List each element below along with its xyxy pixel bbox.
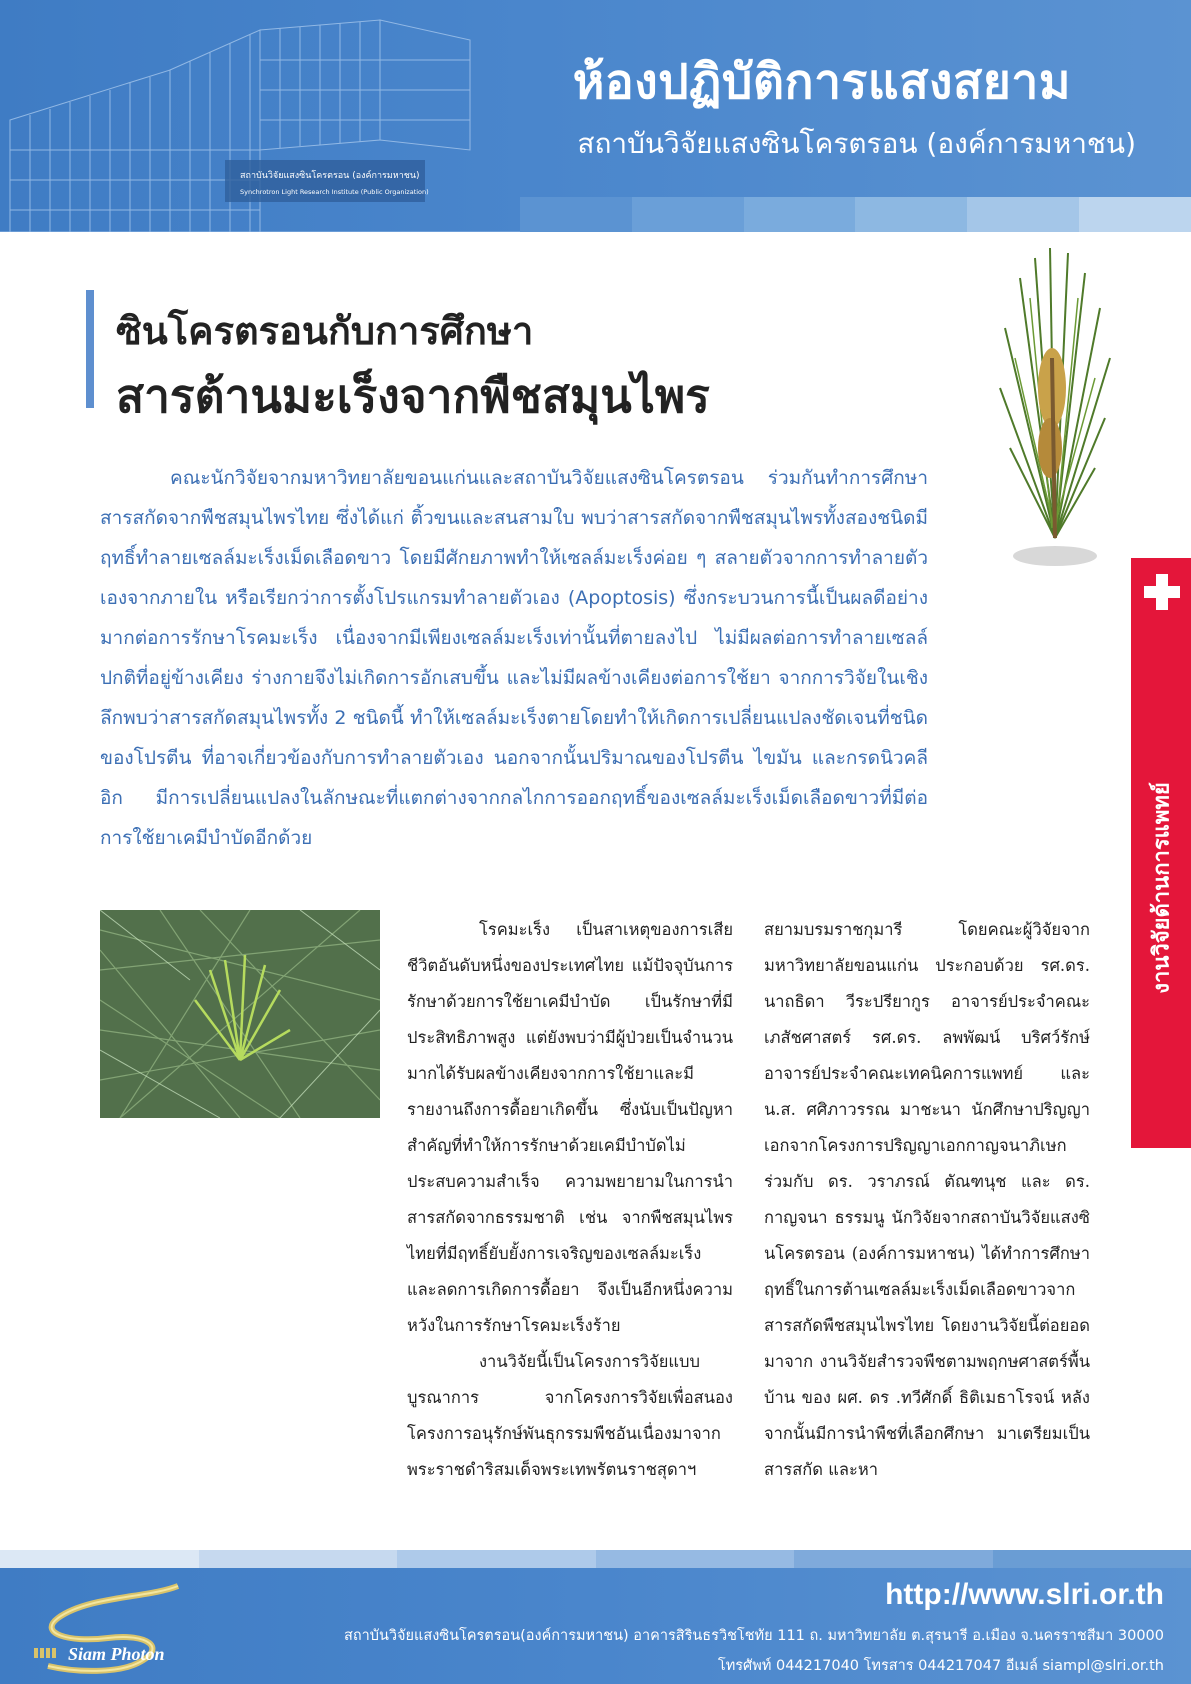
pine-needles-photo [100,910,380,1118]
building-illustration [0,0,530,232]
page-footer [0,1568,1191,1684]
building-sign-th: สถาบันวิจัยแสงซินโครตรอน (องค์การมหาชน) [240,171,420,181]
article-column-2 [764,912,1090,1488]
article-column-1 [407,912,733,1488]
logo-text: Siam Photon [68,1644,165,1664]
footer-address: สถาบันวิจัยแสงซินโครตรอน(องค์การมหาชน) อาคารสิรินธรวิชโชทัย 111 ถ. มหาวิทยาลัย ต.สุรนารี อ.เมือง จ.นครราชสีมา 30000 [343,1628,1164,1644]
column-1-paragraph-2: งานวิจัยนี้เป็นโครงการวิจัยแบบบูรณาการ จากโครงการวิจัยเพื่อสนองโครงการอนุรักษ์พันธุกรรมพืชอันเนื่องมาจากพระราชดำริสมเด็จพระเทพรัตนราชสุดาฯ [407,1352,733,1479]
header-title: ห้องปฏิบัติการแสงสยาม [572,54,1071,110]
siam-photon-logo [28,1578,198,1678]
header-color-strip [520,197,1191,232]
website-link[interactable]: http://www.slri.or.th [885,1578,1164,1611]
page-header [0,0,1191,232]
pine-branch-image [990,238,1120,578]
category-side-tab [1131,558,1191,1148]
column-1-paragraph-1: โรคมะเร็ง เป็นสาเหตุของการเสียชีวิตอันดับหนึ่งของประเทศไทย แม้ปัจจุบันการรักษาด้วยการใช้ยาเคมีบำบัด เป็นรักษาที่มีประสิทธิภาพสูง แต่ยังพบว่ามีผู้ป่วยเป็นจำนวนมากได้รับผลข้างเคียงจากการใช้ยาและมีรายงานถึงการดื้อยาเกิดขึ้น ซึ่งนับเป็นปัญหาสำคัญที่ทำให้การรักษาด้วยเคมีบำบัดไม่ประสบความสำเร็จ ความพยายามในการนำสารสกัดจากธรรมชาติ เช่น จากพืชสมุนไพรไทยที่มีฤทธิ์ยับยั้งการเจริญของเซลล์มะเร็ง และลดการเกิดการดื้อยา จึงเป็นอีกหนึ่งความหวังในการรักษาโรคมะเร็งร้าย [407,920,733,1335]
article-title-line1: ซินโครตรอนกับการศึกษา [116,308,534,353]
title-accent-bar [86,290,94,408]
footer-contact: โทรศัพท์ 044217040 โทรสาร 044217047 อีเมล์ siampl@slri.or.th [717,1658,1164,1674]
medical-cross-icon [1144,574,1180,610]
building-sign-en: Synchrotron Light Research Institute (Public Organization) [240,188,429,196]
column-2-paragraph-1: สยามบรมราชกุมารี โดยคณะผู้วิจัยจากมหาวิทยาลัยขอนแก่น ประกอบด้วย รศ.ดร. นาถธิดา วีระปรียากูร อาจารย์ประจำคณะเภสัชศาสตร์ รศ.ดร. ลพพัฒน์ บริศว์รักษ์ อาจารย์ประจำคณะเทคนิคการแพทย์ และ น.ส. ศศิภาวรรณ มาชะนา นักศึกษาปริญญาเอกจากโครงการปริญญาเอกกาญจนาภิเษก ร่วมกับ ดร. วราภรณ์ ตัณฑนุช และ ดร. กาญจนา ธรรมนู นักวิจัยจากสถาบันวิจัยแสงซินโครตรอน (องค์การมหาชน) ได้ทำการศึกษาฤทธิ์ในการต้านเซลล์มะเร็งเม็ดเลือดขาวจากสารสกัดพืชสมุนไพรไทย โดยงานวิจัยนี้ต่อยอดมาจาก งานวิจัยสำรวจพืชตามพฤกษศาสตร์พื้นบ้าน ของ ผศ. ดร .ทวีศักดิ์ ธิติเมธาโรจน์ หลังจากนั้นมีการนำพืชที่เลือกศึกษา มาเตรียมเป็นสารสกัด และหา [764,920,1090,1479]
header-subtitle: สถาบันวิจัยแสงซินโครตรอน (องค์การมหาชน) [577,127,1136,160]
footer-color-strip [0,1550,1191,1568]
article-title-line2: สารต้านมะเร็งจากพืชสมุนไพร [116,369,710,423]
intro-paragraph: คณะนักวิจัยจากมหาวิทยาลัยขอนแก่นและสถาบันวิจัยแสงซินโครตรอน ร่วมกันทำการศึกษาสารสกัดจากพืชสมุนไพรไทย ซึ่งได้แก่ ติ้วขนและสนสามใบ พบว่าสารสกัดจากพืชสมุนไพรทั้งสองชนิดมีฤทธิ์ทำลายเซลล์มะเร็งเม็ดเลือดขาว โดยมีศักยภาพทำให้เซลล์มะเร็งค่อย ๆ สลายตัวจากการทำลายตัวเองจากภายใน หรือเรียกว่าการตั้งโปรแกรมทำลายตัวเอง (Apoptosis) ซึ่งกระบวนการนี้เป็นผลดีอย่างมากต่อการรักษาโรคมะเร็ง เนื่องจากมีเพียงเซลล์มะเร็งเท่านั้นที่ตายลงไป ไม่มีผลต่อการทำลายเซลล์ปกติที่อยู่ข้างเคียง ร่างกายจึงไม่เกิดการอักเสบขึ้น และไม่มีผลข้างเคียงต่อการใช้ยา จากการวิจัยในเชิงลึกพบว่าสารสกัดสมุนไพรทั้ง 2 ชนิดนี้ ทำให้เซลล์มะเร็งตายโดยทำให้เกิดการเปลี่ยนแปลงชัดเจนที่ชนิดของโปรตีน ที่อาจเกี่ยวข้องกับการทำลายตัวเอง นอกจากนั้นปริมาณของโปรตีน ไขมัน และกรดนิวคลีอิก มีการเปลี่ยนแปลงในลักษณะที่แตกต่างจากกลไกการออกฤทธิ์ของเซลล์มะเร็งเม็ดเลือดขาวที่มีต่อการใช้ยาเคมีบำบัดอีกด้วย [100,467,928,849]
category-label: งานวิจัยด้านการแพทย์ [1149,782,1175,994]
